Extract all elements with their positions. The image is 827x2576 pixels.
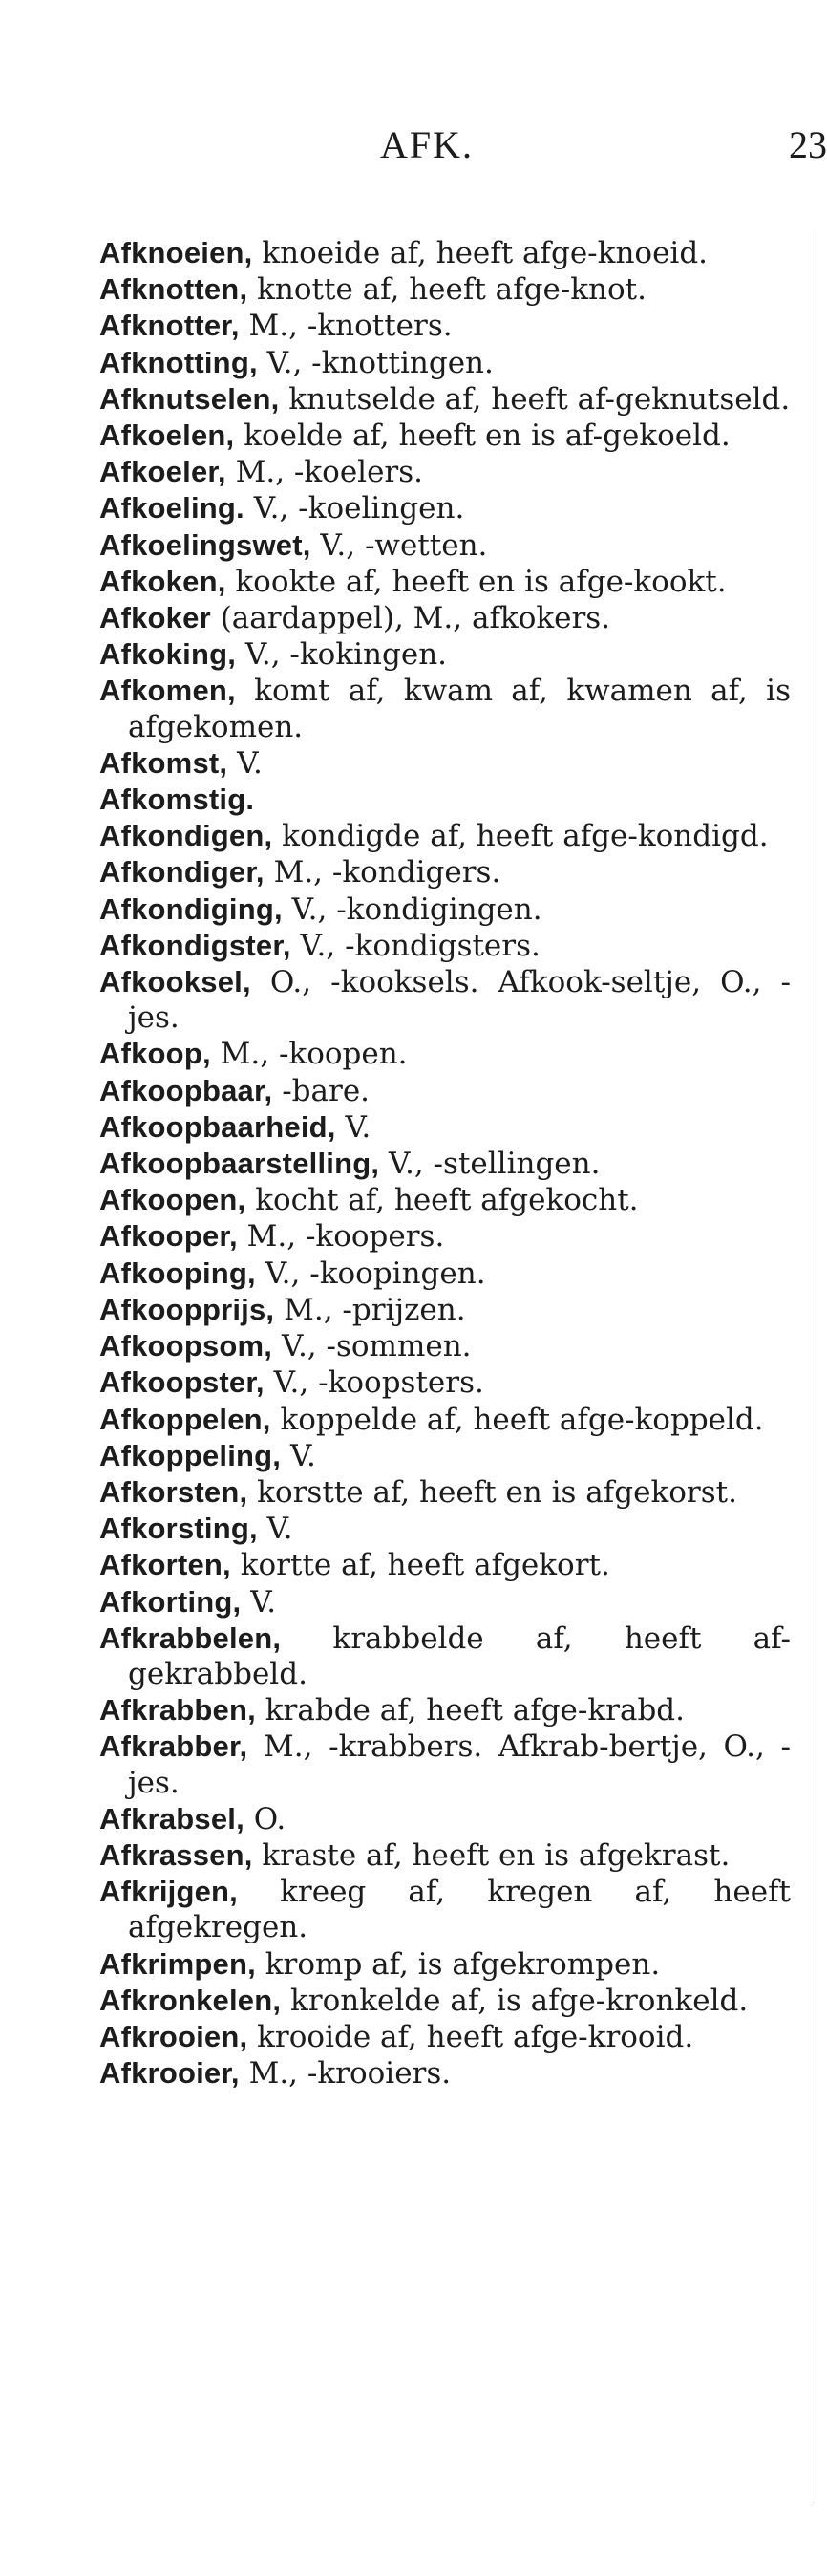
entry-headword: Afkronkelen, — [99, 1983, 282, 2017]
dictionary-entry — [99, 928, 791, 964]
dictionary-entry — [99, 1692, 791, 1728]
entry-definition: knutselde af, heeft af-geknutseld. — [279, 381, 791, 417]
entry-definition: V., -koopingen. — [255, 1256, 486, 1291]
page-header — [0, 122, 827, 180]
entry-definition: kondigde af, heeft afge-kondigd. — [272, 819, 769, 854]
entry-definition: V., -kondigsters. — [290, 928, 541, 963]
entry-definition: V. — [241, 1584, 277, 1620]
dictionary-entry — [99, 1402, 791, 1438]
entry-headword: Afkoelen, — [99, 419, 235, 453]
dictionary-entry — [99, 1474, 791, 1511]
dictionary-entry — [99, 1511, 791, 1547]
entry-headword: Afkondigen, — [99, 819, 273, 853]
entry-headword: Afkoken, — [99, 564, 226, 598]
dictionary-entries — [99, 235, 791, 2092]
entry-headword: Afkondigster, — [99, 928, 291, 962]
entry-headword: Afkrooien, — [99, 2019, 248, 2053]
entry-headword: Afkondiger, — [99, 855, 265, 890]
entry-headword: Afkrooier, — [99, 2056, 240, 2091]
dictionary-entry — [99, 490, 791, 526]
entry-definition: kraste af, heeft en is afgekrast. — [252, 1837, 731, 1873]
dictionary-entry — [99, 564, 791, 600]
entry-headword: Afkoeler, — [99, 455, 226, 489]
dictionary-entry — [99, 1837, 791, 1874]
dictionary-entry — [99, 745, 791, 782]
entry-headword: Afknotter, — [99, 309, 240, 343]
entry-headword: Afkoking, — [99, 637, 237, 672]
entry-definition: kreeg af, kregen af, heeft afgekregen. — [128, 1875, 791, 1945]
dictionary-entry — [99, 1292, 791, 1328]
dictionary-entry — [99, 418, 791, 454]
entry-headword: Afkomst, — [99, 745, 228, 780]
dictionary-entry — [99, 1364, 791, 1401]
entry-definition: V. — [227, 745, 263, 781]
entry-headword: Afkorsten, — [99, 1474, 248, 1509]
entry-definition: kookte af, heeft en is afge-kookt. — [225, 564, 727, 599]
dictionary-entry — [99, 1256, 791, 1292]
entry-headword: Afkrijgen, — [99, 1875, 238, 1909]
entry-headword: Afkrabsel, — [99, 1801, 244, 1835]
dictionary-entry — [99, 1874, 791, 1945]
dictionary-entry — [99, 1036, 791, 1072]
dictionary-entry — [99, 1146, 791, 1182]
dictionary-entry — [99, 1438, 791, 1474]
entry-headword: Afkoopsom, — [99, 1329, 273, 1363]
dictionary-entry — [99, 235, 791, 271]
entry-definition: V., -koopsters. — [264, 1365, 484, 1401]
dictionary-entry — [99, 854, 791, 891]
running-head: AFK. — [380, 123, 475, 166]
dictionary-entry — [99, 818, 791, 854]
dictionary-entry — [99, 1109, 791, 1146]
dictionary-entry — [99, 1328, 791, 1364]
entry-headword: Afkoppeling, — [99, 1438, 282, 1472]
entry-definition: V. — [335, 1109, 371, 1145]
dictionary-entry — [99, 1801, 791, 1837]
entry-headword: Afknotten, — [99, 272, 248, 307]
entry-definition: M., -koelers. — [225, 455, 424, 490]
dictionary-entry — [99, 891, 791, 928]
entry-definition: kocht af, heeft afgekocht. — [245, 1183, 639, 1218]
entry-definition: V., -knottingen. — [257, 345, 494, 380]
dictionary-entry — [99, 345, 791, 381]
entry-definition: V., -koelingen. — [244, 491, 465, 526]
dictionary-entry — [99, 1547, 791, 1583]
entry-definition: V. — [257, 1512, 293, 1547]
entry-headword: Afkoelingswet, — [99, 527, 311, 562]
entry-headword: Afkoopbaar, — [99, 1073, 273, 1107]
entry-definition: M., -krooiers. — [239, 2056, 452, 2092]
entry-definition: komt af, kwam af, kwamen af, is afgekomen. — [128, 674, 791, 744]
entry-headword: Afkoop, — [99, 1037, 211, 1071]
entry-headword: Afkorsting, — [99, 1512, 258, 1546]
entry-definition: M., -knotters. — [239, 309, 453, 344]
dictionary-entry — [99, 1728, 791, 1800]
dictionary-entry — [99, 964, 791, 1036]
entry-headword: Afkoopbaarstelling, — [99, 1147, 380, 1181]
dictionary-entry — [99, 454, 791, 490]
dictionary-entry — [99, 673, 791, 744]
entry-headword: Afkoopprijs, — [99, 1292, 275, 1326]
entry-headword: Afkoker — [99, 601, 211, 635]
entry-headword: Afkorting, — [99, 1584, 242, 1619]
dictionary-entry — [99, 1218, 791, 1255]
dictionary-entry — [99, 381, 791, 418]
entry-definition: knotte af, heeft afge-knot. — [247, 272, 647, 308]
entry-definition: V., -kondigingen. — [282, 891, 542, 927]
entry-definition: V., -kokingen. — [236, 637, 448, 673]
entry-headword: Afknoeien, — [99, 236, 253, 269]
entry-headword: Afkoopster, — [99, 1365, 265, 1400]
dictionary-entry — [99, 1584, 791, 1621]
dictionary-entry — [99, 2055, 791, 2092]
entry-headword: Afkrassen, — [99, 1837, 253, 1872]
entry-definition: krabbelde af, heeft af-gekrabbeld. — [128, 1621, 791, 1691]
dictionary-entry — [99, 1182, 791, 1218]
entry-definition: V., -sommen. — [272, 1329, 472, 1364]
entry-definition: krabde af, heeft afge-krabd. — [255, 1693, 685, 1728]
entry-definition: kronkelde af, is afge-kronkeld. — [281, 1983, 749, 2018]
page-number: 23 — [789, 123, 827, 166]
entry-headword: Afknotting, — [99, 345, 258, 379]
dictionary-entry — [99, 271, 791, 308]
entry-headword: Afkomstig. — [99, 783, 255, 817]
dictionary-entry — [99, 527, 791, 564]
entry-headword: Afknutselen, — [99, 381, 280, 416]
entry-definition: krooide af, heeft afge-krooid. — [247, 2019, 694, 2054]
entry-headword: Afkoopbaarheid, — [99, 1109, 336, 1144]
entry-definition: V. — [281, 1438, 316, 1473]
entry-definition: M., -krabbers. Afkrab-bertje, O., -jes. — [128, 1729, 791, 1800]
entry-headword: Afkomen, — [99, 674, 236, 708]
entry-headword: Afkrabben, — [99, 1693, 256, 1728]
dictionary-entry — [99, 1073, 791, 1109]
entry-definition: koppelde af, heeft afge-koppeld. — [270, 1402, 764, 1437]
entry-definition: kromp af, is afgekrompen. — [255, 1946, 661, 1982]
entry-definition: V., -wetten. — [310, 527, 488, 563]
entry-definition: kortte af, heeft afgekort. — [230, 1548, 610, 1583]
dictionary-entry — [99, 600, 791, 636]
dictionary-entry — [99, 782, 791, 818]
entry-headword: Afkrabber, — [99, 1729, 248, 1764]
entry-headword: Afkoppelen, — [99, 1402, 271, 1436]
entry-headword: Afkrabbelen, — [99, 1621, 282, 1655]
entry-definition: O., -kooksels. Afkook-seltje, O., -jes. — [128, 965, 791, 1036]
entry-definition: M., -kondigers. — [264, 855, 501, 891]
entry-definition: M., -prijzen. — [274, 1292, 466, 1327]
dictionary-entry — [99, 1983, 791, 2019]
entry-definition: korstte af, heeft en is afgekorst. — [247, 1474, 737, 1510]
entry-definition: -bare. — [272, 1073, 371, 1108]
entry-definition: knoeide af, heeft afge-knoeid. — [252, 236, 709, 270]
entry-definition: (aardappel), M., afkokers. — [210, 601, 611, 636]
dictionary-entry — [99, 308, 791, 344]
entry-definition: koelde af, heeft en is af-gekoeld. — [234, 419, 731, 454]
dictionary-entry — [99, 1946, 791, 1983]
dictionary-entry — [99, 636, 791, 673]
entry-headword: Afkooping, — [99, 1256, 256, 1290]
entry-definition: M., -koopers. — [237, 1219, 445, 1255]
entry-definition: V., -stellingen. — [379, 1147, 601, 1182]
entry-headword: Afkoeling. — [99, 491, 244, 526]
dictionary-entry — [99, 1621, 791, 1692]
entry-headword: Afkooksel, — [99, 965, 251, 999]
entry-headword: Afkondiging, — [99, 891, 283, 926]
entry-headword: Afkrimpen, — [99, 1946, 256, 1981]
entry-definition: M., -koopen. — [210, 1037, 408, 1072]
dictionary-entry — [99, 2019, 791, 2055]
entry-headword: Afkorten, — [99, 1548, 231, 1582]
entry-headword: Afkoopen, — [99, 1183, 246, 1217]
entry-definition: O. — [244, 1801, 286, 1836]
entry-headword: Afkooper, — [99, 1219, 238, 1254]
